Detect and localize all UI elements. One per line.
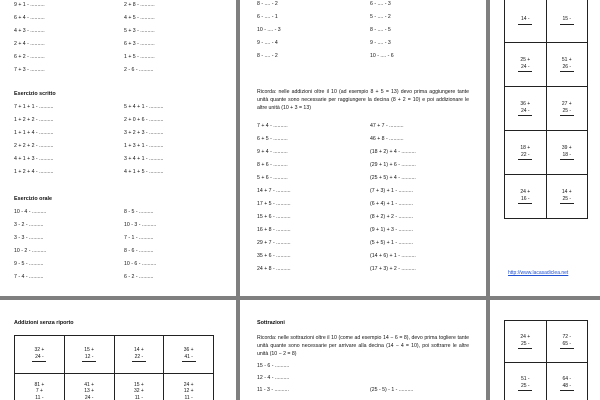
exercise-item: 10 - .... - 6 [370, 53, 394, 59]
result-line [518, 71, 532, 72]
exercise-item: (7 + 3) + 1 - .......... [370, 188, 413, 194]
operand: 18 + [520, 145, 531, 152]
operand: 15 - [562, 16, 572, 23]
exercise-item: 8 - .... - 2 [257, 53, 278, 59]
operation-box [505, 43, 547, 87]
exercise-item: 1 + 5 - .......... [124, 54, 155, 60]
result-line [182, 361, 196, 362]
grid-row [505, 87, 588, 131]
exercise-item: 8 - 5 - .......... [124, 209, 154, 215]
operand: 24 - [84, 394, 94, 400]
operand: 25 - [562, 195, 572, 202]
exercise-item: 15 - 6 - .......... [257, 363, 290, 369]
exercise-item: 11 - 3 - .......... [257, 387, 289, 393]
exercise-item: 2 + 2 + 2 - .......... [14, 143, 54, 149]
exercise-item: 9 - .... - 3 [370, 40, 391, 46]
exercise-item: 46 + 8 - .......... [370, 136, 404, 142]
exercise-item: 5 + 6 - .......... [257, 175, 288, 181]
result-line [518, 24, 532, 25]
exercise-item: 8 + 6 - .......... [257, 162, 288, 168]
exercise-item: 3 - 2 - .......... [14, 222, 44, 228]
exercise-item: 4 + 3 - .......... [14, 28, 45, 34]
operand: 51 + [561, 57, 572, 64]
worksheet-page-5 [240, 300, 486, 400]
exercise-item: 7 + 3 - .......... [14, 67, 45, 73]
operand: 41 + [84, 382, 95, 389]
operand: 51 - [520, 376, 530, 383]
exercise-item: 5 - .... - 2 [370, 14, 391, 20]
exercise-item: 15 + 6 - .......... [257, 214, 291, 220]
exercise-item: 29 + 7 - .......... [257, 240, 291, 246]
exercise-item: 1 + 2 + 2 - .......... [14, 117, 54, 123]
operand: 25 - [520, 340, 530, 347]
operation-box [114, 374, 164, 400]
exercise-item: 7 + 4 - .......... [257, 123, 288, 129]
exercise-item: 47 + 7 - .......... [370, 123, 404, 129]
operand: 48 - [562, 382, 572, 389]
exercise-item: 10 - 4 - .......... [14, 209, 47, 215]
exercise-item: 8 - 6 - .......... [124, 248, 154, 254]
operand: 15 + [84, 347, 95, 354]
exercise-item: 6 - .... - 1 [257, 14, 278, 20]
operation-box [164, 336, 214, 374]
exercise-item: 9 - 5 - .......... [14, 261, 44, 267]
p6-operation-grid [504, 320, 588, 400]
result-line [560, 71, 574, 72]
operand: 11 - [184, 394, 193, 400]
result-line [560, 115, 574, 116]
exercise-item: 17 + 5 - .......... [257, 201, 291, 207]
operation-box [15, 336, 65, 374]
grid-row [505, 175, 588, 219]
exercise-item: 1 + 1 + 4 - .......... [14, 130, 54, 136]
exercise-item: 14 + 7 - .......... [257, 188, 291, 194]
exercise-item: (8 + 2) + 2 - .......... [370, 214, 413, 220]
operand: 36 + [520, 101, 531, 108]
operand: 18 - [562, 151, 572, 158]
grid-row [15, 374, 214, 400]
operation-box [505, 131, 547, 175]
result-line [560, 203, 574, 204]
operation-box [546, 0, 588, 43]
exercise-item: 6 + 5 - .......... [257, 136, 288, 142]
operand: 72 - [562, 334, 572, 341]
exercise-item: 10 - .... - 3 [257, 27, 281, 33]
grid-row [505, 0, 588, 43]
operand: 81 + [34, 382, 45, 389]
operation-box [505, 0, 547, 43]
operand: 24 - [520, 107, 530, 114]
exercise-item: 24 + 8 - .......... [257, 266, 291, 272]
operation-box [164, 374, 214, 400]
operand: 25 - [562, 107, 572, 114]
exercise-item: 3 - 3 - .......... [14, 235, 44, 241]
exercise-item: 16 + 8 - .......... [257, 227, 291, 233]
subtraction-rule-note: Ricorda: nelle sottrazioni oltre il 10 (come ad esempio 14 − 6 = 8), devo prima togliere tante unità quante sono necessarie per arrivare alla decina (14 − 4 = 10), poi sottrarre le altre unità (10 − 2 = 8) [257, 335, 469, 358]
result-line [518, 203, 532, 204]
operation-box [505, 363, 547, 400]
operation-box [64, 336, 114, 374]
result-line [560, 348, 574, 349]
exercise-item: 1 + 3 + 1 - .......... [124, 143, 164, 149]
grid-row [505, 131, 588, 175]
exercise-item: 2 + 8 - .......... [124, 2, 155, 8]
exercise-item: (9 + 1) + 3 - .......... [370, 227, 413, 233]
operand: 12 + [183, 388, 194, 395]
operand: 16 - [520, 195, 530, 202]
operand: 15 + [133, 382, 144, 389]
exercise-item: 35 + 6 - .......... [257, 253, 291, 259]
p3-operation-grid [504, 0, 588, 219]
operand: 11 - [134, 394, 143, 400]
operand: 41 - [184, 353, 193, 360]
exercise-item: 12 - 4 - .......... [257, 375, 290, 381]
worksheet-page-4 [0, 300, 236, 400]
exercise-item: 6 - .... - 3 [370, 1, 391, 7]
exercise-item: (25 - 5) - 1 - .......... [370, 387, 414, 393]
result-line [518, 115, 532, 116]
operation-box [546, 131, 588, 175]
exercise-item: 4 + 1 + 5 - .......... [124, 169, 164, 175]
exercise-item: (25 + 5) + 4 - .......... [370, 175, 416, 181]
operand: 24 + [183, 382, 194, 389]
exercise-item: 7 - 4 - .......... [14, 274, 44, 280]
addition-rule-note: Ricorda: nelle addizioni oltre il 10 (ad esempio 8 + 5 = 13) devo prima aggiungere tante unità quante sono necessarie per raggiungere la decina (8 + 2 = 10) e poi addizionare le altre unità (10 + 3 = 13) [257, 89, 469, 112]
operation-box [505, 87, 547, 131]
exercise-item: 1 + 2 + 4 - .......... [14, 169, 54, 175]
exercise-item: 7 + 1 + 1 - .......... [14, 104, 54, 110]
p4-operation-grid [14, 335, 214, 400]
website-link[interactable]: http://www.lacasadiclea.net [508, 270, 569, 276]
operand: 22 - [520, 151, 530, 158]
exercise-item: 9 + 4 - .......... [257, 149, 288, 155]
exercise-item: 2 + 0 + 6 - .......... [124, 117, 164, 123]
operand: 26 - [562, 63, 572, 70]
exercise-item: 6 + 4 - .......... [14, 15, 45, 21]
exercise-item: 8 - .... - 5 [370, 27, 391, 33]
operand: 36 + [183, 347, 194, 354]
result-line [560, 390, 574, 391]
exercise-item: 10 - 2 - .......... [14, 248, 47, 254]
exercise-item: 6 - 2 - .......... [124, 274, 154, 280]
exercise-item: 4 + 1 + 3 - .......... [14, 156, 54, 162]
operand: 11 - [35, 394, 44, 400]
operand: 32 + [34, 347, 45, 354]
exercise-item: 3 + 4 + 1 - .......... [124, 156, 164, 162]
operand: 25 + [520, 57, 531, 64]
exercise-item: 9 - .... - 4 [257, 40, 278, 46]
exercise-item: 5 + 4 + 1 - .......... [124, 104, 164, 110]
exercise-item: (17 + 3) + 2 - .......... [370, 266, 416, 272]
operand: 32 + [133, 388, 144, 395]
operation-box [15, 374, 65, 400]
operation-box [505, 175, 547, 219]
operand: 13 + [84, 388, 95, 395]
grid-row [15, 336, 214, 374]
operand: 24 + [520, 334, 531, 341]
result-line [518, 159, 532, 160]
exercise-item: 2 + 4 - .......... [14, 41, 45, 47]
operation-box [546, 363, 588, 400]
operand: 27 + [561, 101, 572, 108]
grid-row [505, 363, 588, 400]
operand: 14 + [561, 189, 572, 196]
result-line [560, 159, 574, 160]
exercise-item: 3 + 2 + 3 - .......... [124, 130, 164, 136]
operand: 14 - [520, 16, 530, 23]
exercise-item: (14 + 6) + 1 - .......... [370, 253, 416, 259]
result-line [518, 348, 532, 349]
exercise-item: (5 + 5) + 1 - .......... [370, 240, 413, 246]
exercise-item: 8 - .... - 2 [257, 1, 278, 7]
grid-row [505, 43, 588, 87]
worksheet-page-3 [490, 0, 600, 296]
exercise-item: (18 + 2) + 4 - .......... [370, 149, 416, 155]
worksheet-page-6 [490, 300, 600, 400]
operand: 64 - [562, 376, 572, 383]
worksheet-page-2 [240, 0, 486, 296]
exercise-item: 2 - 6 - .......... [124, 67, 154, 73]
result-line [518, 390, 532, 391]
operand: 12 - [84, 353, 94, 360]
grid-row [505, 321, 588, 363]
operation-box [546, 87, 588, 131]
exercise-item: 7 - 1 - .......... [124, 235, 154, 241]
exercise-item: 6 + 3 - .......... [124, 41, 155, 47]
operation-box [64, 374, 114, 400]
operand: 24 + [520, 189, 531, 196]
section-heading-addition-no-carry: Addizioni senza riporto [14, 320, 74, 326]
exercise-item: 10 - 6 - .......... [124, 261, 157, 267]
section-heading-written: Esercizio scritto [14, 91, 56, 97]
operand: 65 - [562, 340, 572, 347]
exercise-item: 6 + 2 - .......... [14, 54, 45, 60]
exercise-item: 10 - 3 - .......... [124, 222, 157, 228]
operand: 39 + [561, 145, 572, 152]
exercise-item: 4 + 5 - .......... [124, 15, 155, 21]
section-heading-subtraction: Sottrazioni [257, 320, 285, 326]
operand: 24 - [35, 353, 44, 360]
operation-box [546, 43, 588, 87]
operand: 22 - [134, 353, 144, 360]
operand: 14 + [133, 347, 144, 354]
operand: 25 - [520, 382, 530, 389]
exercise-item: (6 + 4) + 1 - .......... [370, 201, 413, 207]
exercise-item: (29 + 1) + 6 - .......... [370, 162, 416, 168]
result-line [132, 361, 146, 362]
operation-box [546, 321, 588, 363]
result-line [560, 24, 574, 25]
exercise-item: 9 + 1 - .......... [14, 2, 45, 8]
section-heading-oral: Esercizio orale [14, 196, 53, 202]
exercise-item: 5 + 3 - .......... [124, 28, 155, 34]
operand: 24 - [520, 63, 530, 70]
operation-box [114, 336, 164, 374]
operand: 7 + [35, 388, 43, 395]
worksheet-page-1 [0, 0, 236, 296]
result-line [82, 361, 96, 362]
operation-box [546, 175, 588, 219]
operation-box [505, 321, 547, 363]
result-line [32, 361, 46, 362]
